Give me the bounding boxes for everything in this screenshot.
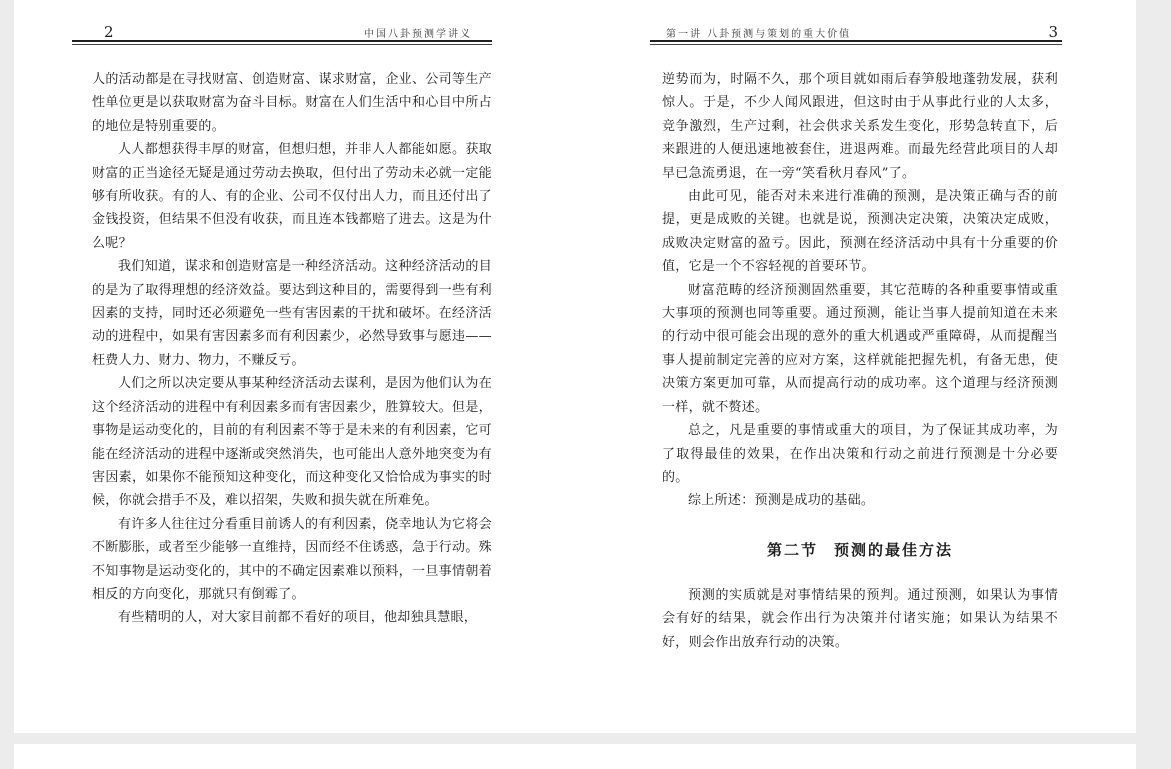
paragraph: 综上所述：预测是成功的基础。 [688, 493, 875, 509]
right-body-text [662, 68, 1058, 654]
right-running-head-title: 第一讲 八卦预测与策划的重大价值 [666, 29, 852, 40]
paragraph: 总之，凡是重要的事情或重大的项目，为了保证其成功率，为了取得最佳的效果，在作出决策和行动之前进行预测是十分必要的。 [662, 423, 1058, 485]
paragraph: 我们知道，谋求和创造财富是一种经济活动。这种经济活动的目的是为了取得理想的经济效益。要达到这种目的，需要得到一些有利因素的支持，同时还必须避免一些有害因素的干扰和破坏。在经济活动的进程中，如果有害因素多而有利因素少，必然导致事与愿违——枉费人力、财力、物力，不赚反亏。 [92, 259, 492, 368]
left-running-head [72, 20, 492, 42]
paragraph: 人的活动都是在寻找财富、创造财富、谋求财富，企业、公司等生产性单位更是以获取财富为奋斗目标。财富在人们生活中和心目中所占的地位是特别重要的。 [92, 72, 492, 134]
book-spread [14, 0, 1136, 733]
right-page-number: 3 [1048, 23, 1058, 41]
right-running-head [650, 20, 1062, 42]
paragraph: 预测的实质就是对事情结果的预判。通过预测，如果认为事情会有好的结果，就会作出行为决策并付诸实施；如果认为结果不好，则会作出放弃行动的决策。 [662, 587, 1058, 650]
paragraph: 有许多人往往过分看重目前诱人的有利因素，侥幸地认为它将会不断膨胀，或者至少能够一直维持，因而经不住诱惑，急于行动。殊不知事物是运动变化的，其中的不确定因素难以预料，一旦事情朝着相反的方向变化，那就只有倒霉了。 [92, 516, 492, 602]
section-number: 第二节 [766, 540, 818, 559]
paragraph: 人们之所以决定要从事某种经济活动去谋利，是因为他们认为在这个经济活动的进程中有利因素多而有害因素少，胜算较大。但是，事物是运动变化的，目前的有利因素不等于是未来的有利因素，它可能在经济活动的进程中逐渐或突然消失，也可能出人意外地突变为有害因素，如果你不能预知这种变化，而这种变化又恰恰成为事实的时候，你就会措手不及，难以招架，失败和损失就在所难免。 [92, 376, 492, 509]
paragraph: 财富范畴的经济预测固然重要，其它范畴的各种重要事情或重大事项的预测也同等重要。通过预测，能让当事人提前知道在未来的行动中很可能会出现的意外的重大机遇或严重障碍，从而提醒当事人提前制定完善的应对方案，这样就能把握先机，有备无患，使决策方案更加可靠，从而提高行动的成功率。这个道理与经济预测一样，就不赘述。 [662, 282, 1058, 415]
next-page-edge [14, 744, 1136, 769]
left-page-number: 2 [104, 23, 114, 41]
paragraph: 由此可见，能否对未来进行准确的预测，是决策正确与否的前提，更是成败的关键。也就是说，预测决定决策，决策决定成败，成败决定财富的盈亏。因此，预测在经济活动中具有十分重要的价值，它是一个不容轻视的首要环节。 [662, 189, 1058, 275]
paragraph: 人人都想获得丰厚的财富，但想归想，并非人人都能如愿。获取财富的正当途径无疑是通过劳动去换取，但付出了劳动未必就一定能够有所收获。有的人、有的企业、公司不仅付出人力，而且还付出了金钱投资，但结果不但没有收获，而且连本钱都赔了进去。这是为什么呢？ [92, 142, 492, 251]
paragraph: 有些精明的人，对大家目前都不看好的项目，他却独具慧眼， [118, 610, 478, 626]
left-body-text [92, 68, 492, 630]
section-title: 预测的最佳方法 [834, 540, 954, 559]
left-running-head-title: 中国八卦预测学讲义 [364, 29, 472, 40]
paragraph: 逆势而为，时隔不久，那个项目就如雨后春笋般地蓬勃发展，获利惊人。于是，不少人闻风跟进，但这时由于从事此行业的人太多，竞争激烈，生产过剩，社会供求关系发生变化，形势急转直下，后来跟进的人便迅速地被套住，进退两难。而最先经营此项目的人却早已急流勇退，在一旁“笑看秋月春风”了。 [662, 72, 1058, 181]
section-heading [662, 539, 1058, 560]
